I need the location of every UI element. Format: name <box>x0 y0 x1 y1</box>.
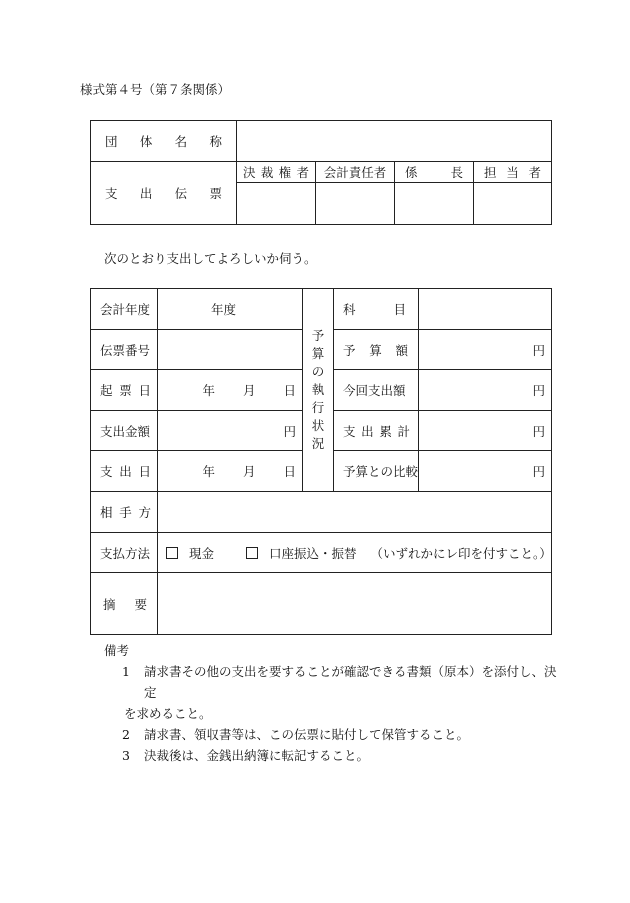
note-item <box>104 724 564 745</box>
approver-char: 権 <box>278 165 292 180</box>
account-field[interactable] <box>419 289 552 330</box>
budget-status-vertical-label <box>303 289 334 492</box>
payment-method-field <box>158 533 552 573</box>
account-char: 科 <box>343 302 356 317</box>
bank-transfer-checkbox[interactable] <box>246 547 258 559</box>
budget-comparison-label: 予算との比較 <box>334 451 419 492</box>
payee-char: 相 <box>100 505 113 520</box>
expense-amount-field[interactable]: 円 <box>158 411 303 451</box>
summary-char: 摘 <box>103 596 116 612</box>
voucher-label-cell <box>91 162 237 225</box>
voucher-number-field[interactable] <box>158 330 303 370</box>
budget-amount-label <box>334 330 419 370</box>
expense-amount-label: 支出金額 <box>91 411 158 451</box>
staff-char: 者 <box>528 165 541 180</box>
bank-transfer-option-label: 口座振込・振替 <box>269 545 357 561</box>
org-name-char: 団 <box>105 134 118 149</box>
issue-date-char: 日 <box>138 383 151 398</box>
approver-char: 裁 <box>260 165 274 180</box>
org-name-char: 称 <box>209 134 222 149</box>
summary-char: 要 <box>134 596 147 612</box>
payment-method-note: （いずれかにレ印を付すこと。） <box>370 545 552 561</box>
budget-amount-field[interactable]: 円 <box>419 330 552 370</box>
cumulative-char: 支 <box>343 423 356 439</box>
cumulative-char: 出 <box>361 423 374 439</box>
chief-char: 係 <box>405 165 418 180</box>
chief-header <box>395 162 474 183</box>
issue-date-char: 票 <box>119 383 132 398</box>
month-unit: 月 <box>242 464 256 479</box>
staff-char: 担 <box>484 165 497 180</box>
org-name-char: 体 <box>139 134 153 149</box>
accountant-stamp-field[interactable] <box>316 183 395 225</box>
budget-amount-char: 予 <box>343 342 356 358</box>
summary-label <box>91 573 158 635</box>
payment-method-label: 支払方法 <box>91 533 158 573</box>
voucher-header-table <box>90 120 552 225</box>
pay-date-char: 日 <box>138 464 151 479</box>
note-text: 請求書その他の支出を要することが確認できる書類（原本）を添付し、決定 <box>144 664 557 700</box>
current-amount-field[interactable]: 円 <box>419 370 552 411</box>
voucher-char: 支 <box>105 186 118 201</box>
payment-date-label <box>91 451 158 492</box>
note-item <box>104 745 564 766</box>
year-unit: 年 <box>202 464 215 479</box>
budget-comparison-field[interactable]: 円 <box>419 451 552 492</box>
cash-checkbox[interactable] <box>166 547 178 559</box>
accountant-header <box>316 162 395 183</box>
org-name-char: 名 <box>174 134 188 149</box>
budget-amount-char: 算 <box>369 342 382 358</box>
budget-vertical-char: 況 <box>311 436 325 451</box>
cash-option-label: 現金 <box>189 545 215 561</box>
payment-date-field[interactable] <box>158 451 303 492</box>
voucher-char: 出 <box>139 186 153 201</box>
notes-section <box>104 640 564 766</box>
budget-vertical-char: 行 <box>311 400 325 415</box>
budget-vertical-char: 算 <box>311 346 325 361</box>
note-continuation: を求めること。 <box>124 706 212 721</box>
accountant-text: 会計責任者 <box>323 165 387 180</box>
payee-char: 手 <box>119 505 132 520</box>
staff-char: 当 <box>506 165 519 180</box>
note-item <box>104 661 564 703</box>
account-label <box>334 289 419 330</box>
cumulative-label <box>334 411 419 451</box>
day-unit: 日 <box>283 383 296 398</box>
voucher-char: 伝 <box>174 186 188 201</box>
year-unit: 年 <box>202 383 215 398</box>
issue-date-label <box>91 370 158 411</box>
pay-date-char: 出 <box>119 464 132 479</box>
staff-stamp-field[interactable] <box>474 183 552 225</box>
voucher-main-table <box>90 288 552 635</box>
account-char: 目 <box>393 302 406 317</box>
cumulative-field[interactable]: 円 <box>419 411 552 451</box>
fiscal-year-field[interactable] <box>158 289 303 330</box>
budget-amount-char: 額 <box>395 342 408 358</box>
note-number: 1 <box>122 664 130 679</box>
fiscal-year-label: 会計年度 <box>91 289 158 330</box>
day-unit: 日 <box>283 464 296 479</box>
month-unit: 月 <box>242 383 256 398</box>
voucher-number-label: 伝票番号 <box>91 330 158 370</box>
voucher-char: 票 <box>209 186 222 201</box>
fiscal-year-suffix: 年度 <box>211 302 237 317</box>
notes-title: 備考 <box>104 643 130 658</box>
payee-char: 方 <box>138 505 151 520</box>
intro-text: 次のとおり支出してよろしいか伺う。 <box>104 251 317 266</box>
approver-header <box>237 162 316 183</box>
chief-char: 長 <box>450 165 463 180</box>
chief-stamp-field[interactable] <box>395 183 474 225</box>
note-number: 2 <box>122 727 130 742</box>
budget-vertical-char: の <box>311 364 325 379</box>
issue-date-field[interactable] <box>158 370 303 411</box>
approver-char: 者 <box>296 165 309 180</box>
staff-header <box>474 162 552 183</box>
cumulative-char: 計 <box>397 423 410 439</box>
budget-vertical-char: 執 <box>311 382 325 397</box>
issue-date-char: 起 <box>100 383 113 398</box>
form-number-label: 様式第４号（第７条関係） <box>80 82 231 97</box>
budget-vertical-char: 状 <box>311 418 325 433</box>
note-text: 決裁後は、金銭出納簿に転記すること。 <box>144 748 370 763</box>
payee-label <box>91 492 158 533</box>
approver-char: 決 <box>243 165 256 180</box>
org-name-field[interactable] <box>237 121 552 162</box>
org-name-label-cell <box>91 121 237 162</box>
payee-field[interactable] <box>158 492 552 533</box>
cumulative-char: 累 <box>379 423 392 439</box>
note-number: 3 <box>122 748 130 763</box>
note-text: 請求書、領収書等は、この伝票に貼付して保管すること。 <box>144 727 470 742</box>
approver-stamp-field[interactable] <box>237 183 316 225</box>
budget-vertical-char: 予 <box>311 328 325 343</box>
summary-field[interactable] <box>158 573 552 635</box>
current-amount-label: 今回支出額 <box>334 370 419 411</box>
pay-date-char: 支 <box>100 464 113 479</box>
